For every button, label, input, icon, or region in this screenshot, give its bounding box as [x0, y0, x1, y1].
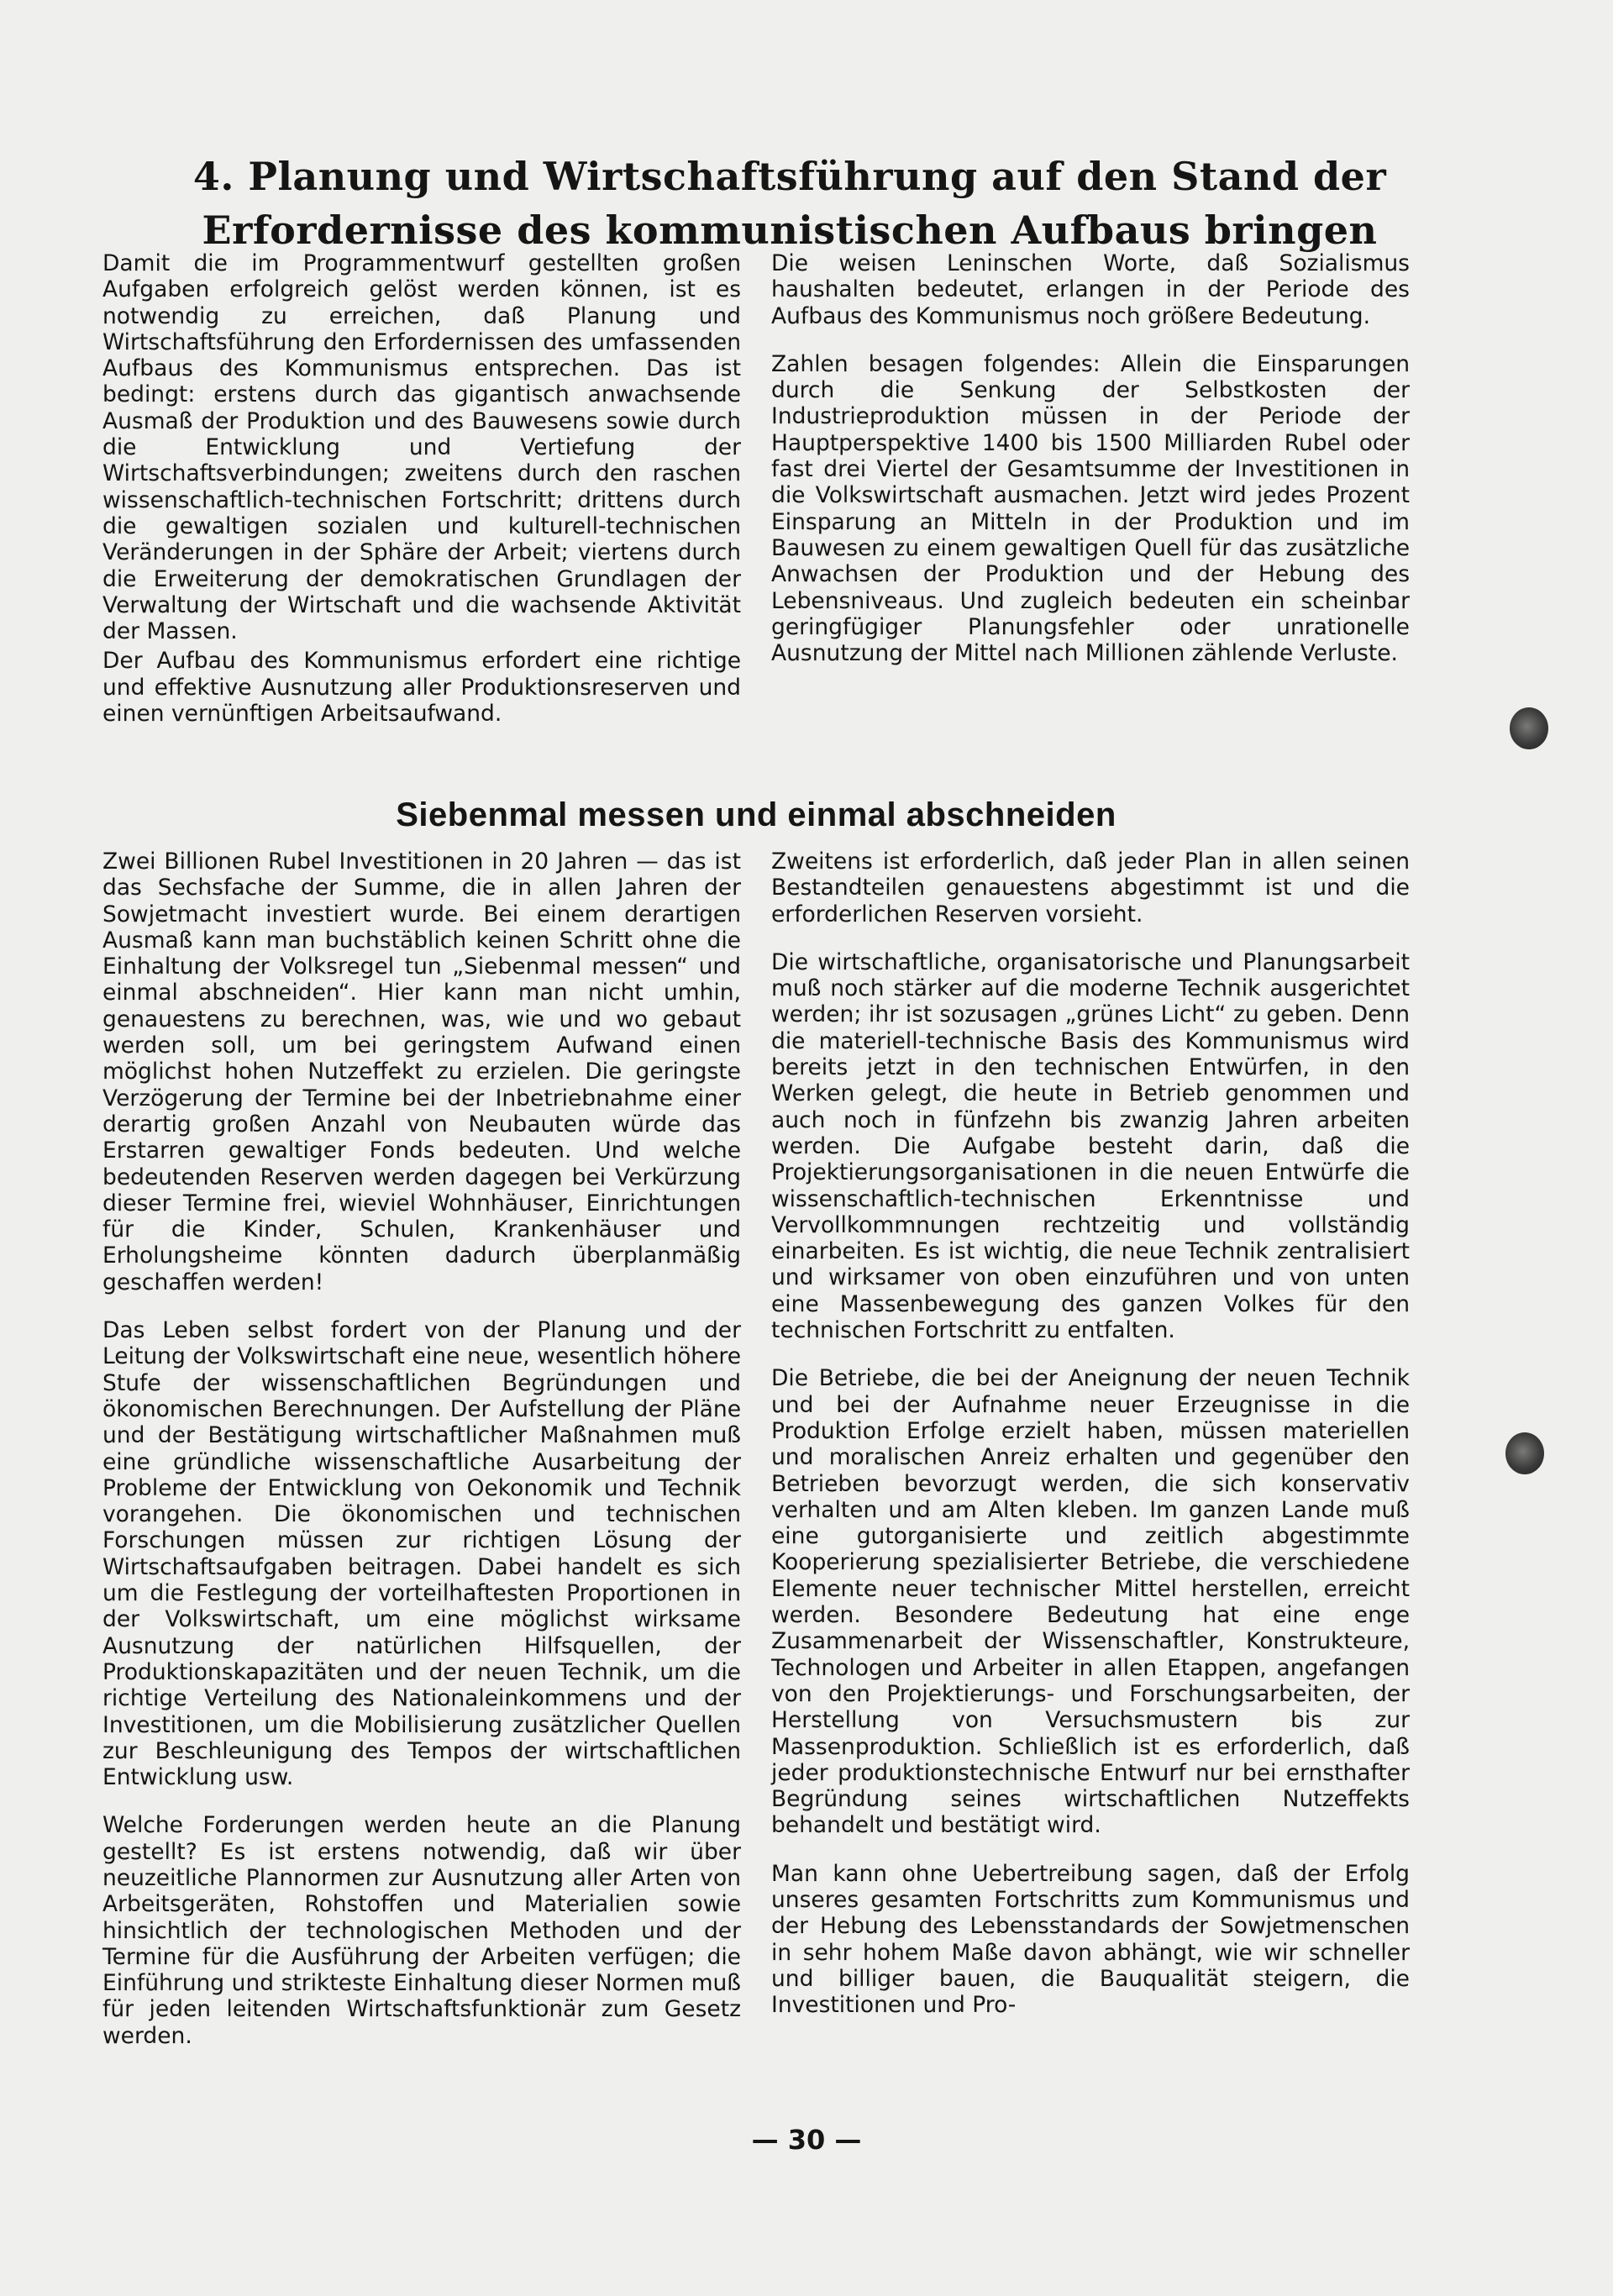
paragraph: Welche Forderungen werden heute an die Planung gestellt? Es ist erstens notwendig, daß wir über neuzeitliche Plannormen zur Ausnutzung aller Arten von Arbeitsgeräten, Rohstoffen und Materialien sowie hinsichtlich der technologischen Methoden und der Termine für die Ausführung der Arbeiten verfügen; die Einführung und strikteste Einhaltung dieser Normen muß für jeden leitenden Wirtschaftsfunktionär zum Gesetz werden.	[102, 1812, 741, 2049]
paragraph: Die wirtschaftliche, organisatorische und Planungsarbeit muß noch stärker auf die moderne Technik ausgerichtet werden; ihr ist sozusagen „grünes Licht“ zu geben. Denn die materiell-technische Basis des Kommunismus wird bereits jetzt in den technischen Entwürfen, in den Werken gelegt, die heute in Betrieb genommen und auch noch in fünfzehn bis zwanzig Jahren arbeiten werden. Die Aufgabe besteht darin, daß die Projektierungsorganisationen in die neuen Entwürfe die wissenschaftlich-technischen Erkenntnisse und Vervollkommnungen rechtzeitig und vollständig einarbeiten. Es ist wichtig, die neue Technik zentralisiert und wirksamer von oben einzuführen und von unten eine Massenbewegung des ganzen Volkes für den technischen Fortschritt zu entfalten.	[771, 948, 1410, 1344]
paragraph: Zahlen besagen folgendes: Allein die Einsparungen durch die Senkung der Selbstkosten der Industrieproduktion müssen in der Periode der Hauptperspektive 1400 bis 1500 Milliarden Rubel oder fast drei Viertel der Gesamtsumme der Investitionen in die Volkswirtschaft ausmachen. Jetzt wird jedes Prozent Einsparung an Mitteln in der Produktion und im Bauwesen zu einem gewaltigen Quell für das zusätzliche Anwachsen der Produktion und der Hebung des Lebensniveaus. Und zugleich bedeuten ein scheinbar geringfügiger Planungsfehler oder unrationelle Ausnutzung der Mittel nach Millionen zählende Verluste.	[771, 350, 1410, 667]
paragraph: Zweitens ist erforderlich, daß jeder Plan in allen seinen Bestandteilen genauestens abgestimmt ist und die erforderlichen Reserven vorsieht.	[771, 849, 1410, 927]
section2-left-column	[102, 849, 741, 2109]
paragraph: Man kann ohne Uebertreibung sagen, daß der Erfolg unseres gesamten Fortschritts zum Kommunismus und der Hebung des Lebensstandards der Sowjetmenschen in sehr hohem Maße davon abhängt, wie wir schneller und billiger bauen, die Bauqualität steigern, die Investitionen und Pro-	[771, 1860, 1410, 2019]
paragraph: Damit die im Programmentwurf gestellten großen Aufgaben erfolgreich gelöst werden können, ist es notwendig zu erreichen, daß Planung und Wirtschaftsführung den Erfordernissen des umfassenden Aufbaus des Kommunismus entsprechen. Das ist bedingt: erstens durch das gigantisch anwachsende Ausmaß der Produktion und des Bauwesens sowie durch die Entwicklung und Vertiefung der Wirtschaftsverbindungen; zweitens durch den raschen wissenschaftlich-technischen Fortschritt; drittens durch die gewaltigen sozialen und kulturell-technischen Veränderungen in der Sphäre der Arbeit; viertens durch die Erweiterung der demokratischen Grundlagen der Verwaltung der Wirtschaft und die wachsende Aktivität der Massen.	[102, 250, 741, 645]
section-heading: 4. Planung und Wirtschaftsführung auf den Stand der Erfordernisse des kommunistischen Aufbaus bringen	[192, 154, 1387, 253]
paragraph: Zwei Billionen Rubel Investitionen in 20 Jahren — das ist das Sechsfache der Summe, die in allen Jahren der Sowjetmacht investiert wurde. Bei einem derartigen Ausmaß kann man buchstäblich keinen Schritt ohne die Einhaltung der Volksregel tun „Siebenmal messen“ und einmal abschneiden“. Hier kann man nicht umhin, genauestens zu berechnen, was, wie und wo gebaut werden soll, um bei geringstem Aufwand einen möglichst hohen Nutzeffekt zu erzielen. Die geringste Verzögerung der Termine bei der Inbetriebnahme einer derartig großen Anzahl von Neubauten würde das Erstarren gewaltiger Fonds bedeuten. Und welche bedeutenden Reserven werden dagegen bei Verkürzung dieser Termine frei, wieviel Wohnhäuser, Einrichtungen für die Kinder, Schulen, Krankenhäuser und Erholungsheime könnten dadurch überplanmäßig geschaffen werden!	[102, 849, 741, 1295]
section1-right-column	[771, 250, 1410, 763]
section1-left-column	[102, 250, 741, 763]
punch-hole	[1505, 1432, 1544, 1474]
paragraph: Das Leben selbst fordert von der Planung und der Leitung der Volkswirtschaft eine neue, wesentlich höhere Stufe der wissenschaftlichen Begründungen und ökonomischen Berechnungen. Der Aufstellung der Pläne und der Bestätigung wirtschaftlicher Maßnahmen muß eine gründliche wissenschaftliche Ausarbeitung der Probleme der Entwicklung von Oekonomik und Technik vorangehen. Die ökonomischen und technischen Forschungen müssen zur richtigen Lösung der Wirtschaftsaufgaben beitragen. Dabei handelt es sich um die Festlegung der vorteilhaftesten Proportionen in der Volkswirtschaft, um eine möglichst wirksame Ausnutzung der natürlichen Hilfsquellen, der Produktionskapazitäten und der neuen Technik, um die richtige Verteilung des Nationaleinkommens und der Investitionen, um die Mobilisierung zusätzlicher Quellen zur Beschleunigung des Tempos der wirtschaftlichen Entwicklung usw.	[102, 1317, 741, 1791]
paragraph: Der Aufbau des Kommunismus erfordert eine richtige und effektive Ausnutzung aller Produktionsreserven und einen vernünftigen Arbeitsaufwand.	[102, 648, 741, 728]
punch-hole	[1510, 707, 1548, 749]
paragraph: Die Betriebe, die bei der Aneignung der neuen Technik und bei der Aufnahme neuer Erzeugnisse in die Produktion Erfolge erzielt haben, müssen materiellen und moralischen Anreiz erhalten und gegenüber den Betrieben bevorzugt werden, die sich konservativ verhalten und am Alten kleben. Im ganzen Lande muß eine gutorganisierte und zeitlich abgestimmte Kooperierung spezialisierter Betriebe, die verschiedene Elemente neuer technischer Mittel herstellen, erreicht werden. Besondere Bedeutung hat eine enge Zusammenarbeit der Wissenschaftler, Konstrukteure, Technologen und Arbeiter in allen Etappen, angefangen von den Projektierungs- und Forschungsarbeiten, der Herstellung von Versuchsmustern bis zur Massenproduktion. Schließlich ist es erforderlich, daß jeder produktionstechnische Entwurf nur bei ernsthafter Begründung seines wirtschaftlichen Nutzeffekts behandelt und bestätigt wird.	[771, 1365, 1410, 1839]
page-number: — 30 —	[751, 2124, 862, 2156]
subsection-heading: Siebenmal messen und einmal abschneiden	[396, 796, 1116, 833]
paragraph: Die weisen Leninschen Worte, daß Sozialismus haushalten bedeutet, erlangen in der Periode des Aufbaus des Kommunismus noch größere Bedeutung.	[771, 250, 1410, 329]
section2-right-column	[771, 849, 1410, 2109]
